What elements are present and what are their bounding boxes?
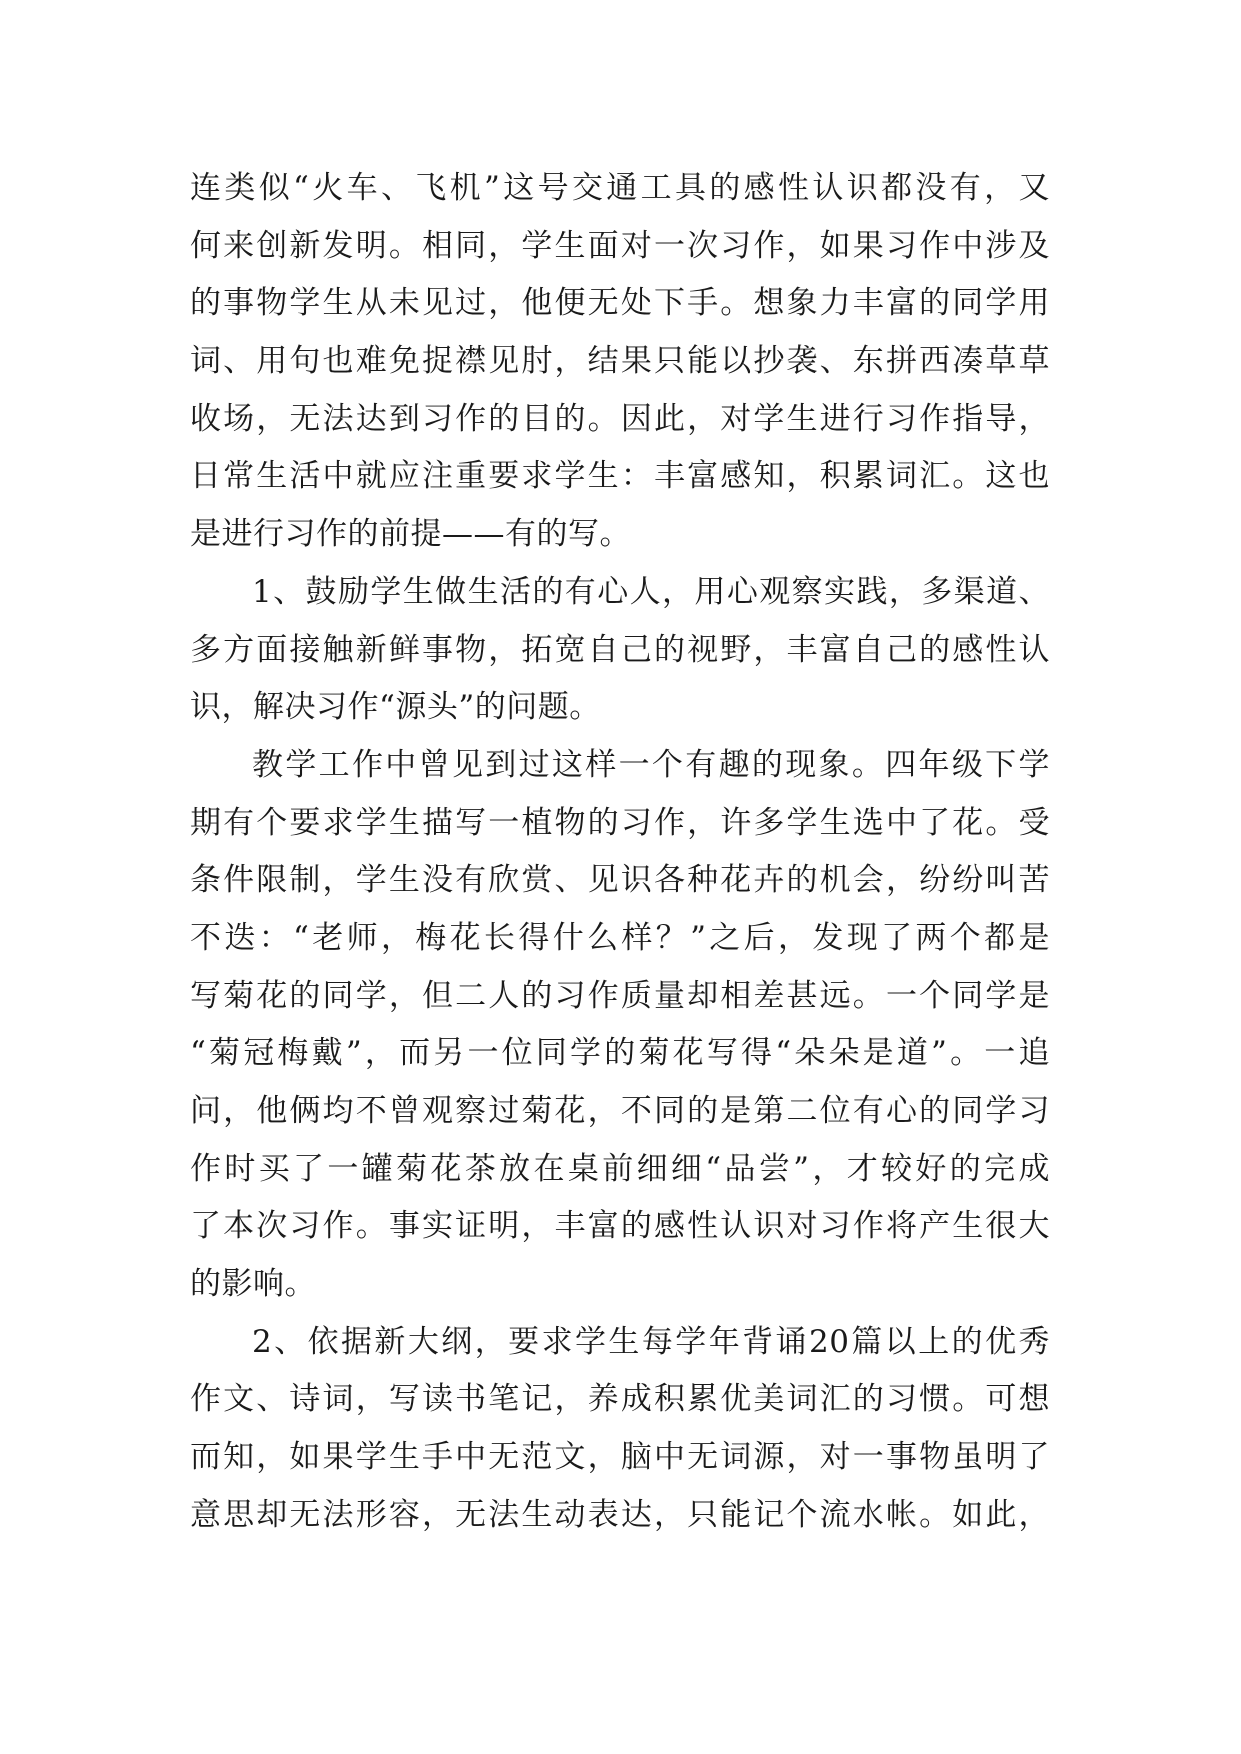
text-line: 作时买了一罐菊花茶放在桌前细细“品尝”，才较好的完成 (190, 1150, 1050, 1187)
text-line: 的影响。 (190, 1266, 316, 1303)
text-line: “菊冠梅戴”，而另一位同学的菊花写得“朵朵是道”。一追 (190, 1035, 1050, 1072)
text-line: 2、依据新大纲，要求学生每学年背诵20篇以上的优秀 (252, 1323, 1050, 1360)
text-line: 期有个要求学生描写一植物的习作，许多学生选中了花。受 (190, 804, 1050, 841)
text-line: 连类似“火车、飞机”这号交通工具的感性认识都没有，又 (190, 170, 1050, 206)
text-line: 词、用句也难免捉襟见肘，结果只能以抄袭、东拼西凑草草 (190, 343, 1050, 380)
text-line: 写菊花的同学，但二人的习作质量却相差甚远。一个同学是 (190, 977, 1050, 1014)
text-line: 意思却无法形容，无法生动表达，只能记个流水帐。如此， (190, 1496, 1050, 1533)
text-line: 何来创新发明。相同，学生面对一次习作，如果习作中涉及 (190, 227, 1050, 264)
text-line: 条件限制，学生没有欣赏、见识各种花卉的机会，纷纷叫苦 (190, 862, 1050, 899)
text-line: 是进行习作的前提——有的写。 (190, 516, 631, 553)
text-line: 了本次习作。事实证明，丰富的感性认识对习作将产生很大 (190, 1208, 1050, 1245)
text-line: 日常生活中就应注重要求学生：丰富感知，积累词汇。这也 (190, 458, 1050, 495)
text-line: 问，他俩均不曾观察过菊花，不同的是第二位有心的同学习 (190, 1093, 1050, 1129)
text-line: 作文、诗词，写读书笔记，养成积累优美词汇的习惯。可想 (190, 1381, 1050, 1418)
text-line: 教学工作中曾见到过这样一个有趣的现象。四年级下学 (252, 746, 1050, 783)
text-line: 收场，无法达到习作的目的。因此，对学生进行习作指导， (190, 400, 1050, 437)
text-line: 1、鼓励学生做生活的有心人，用心观察实践，多渠道、 (252, 573, 1050, 610)
text-line: 而知，如果学生手中无范文，脑中无词源，对一事物虽明了 (190, 1439, 1050, 1476)
text-line: 识，解决习作“源头”的问题。 (190, 689, 601, 726)
text-line: 不迭：“老师，梅花长得什么样？”之后，发现了两个都是 (190, 919, 1050, 956)
body-text (190, 160, 1050, 1545)
text-line: 多方面接触新鲜事物，拓宽自己的视野，丰富自己的感性认 (190, 631, 1050, 668)
text-line: 的事物学生从未见过，他便无处下手。想象力丰富的同学用 (190, 285, 1050, 322)
